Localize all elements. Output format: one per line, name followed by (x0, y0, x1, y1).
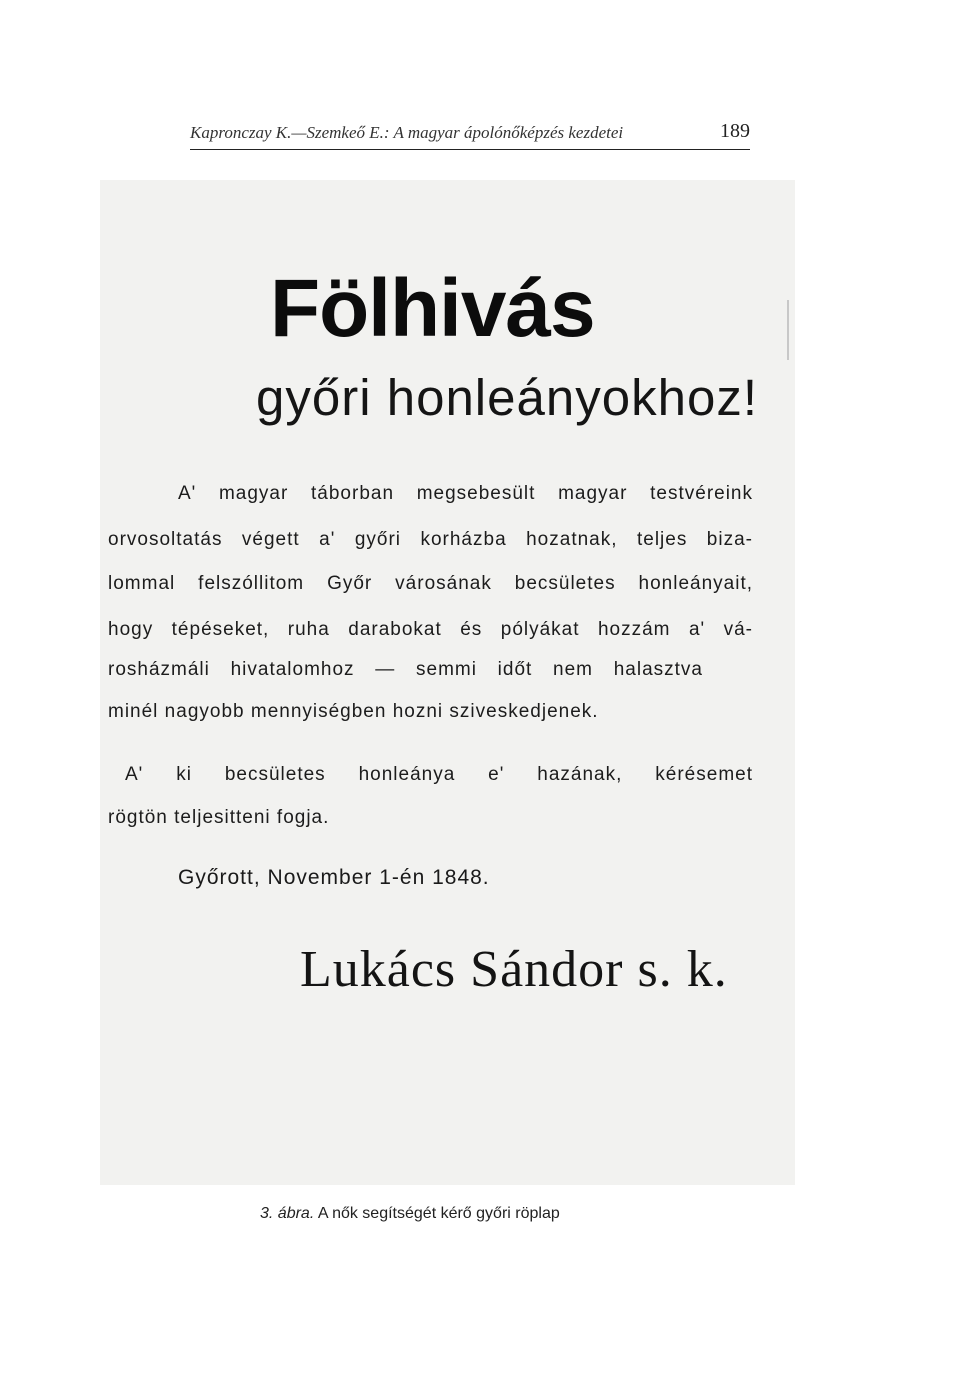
leaflet-body-line: A' ki becsületes honleánya e' hazának, kérésemet (125, 764, 753, 785)
page-number: 189 (720, 120, 750, 142)
leaflet-dateline: Győrott, November 1-én 1848. (178, 866, 490, 889)
leaflet-body-line: hogy tépéseket, ruha darabokat és pólyákat hozzám a' vá- (108, 619, 753, 640)
scan-smudge (787, 300, 789, 360)
leaflet-body-line: lommal felszóllitom Győr városának becsületes honleányait, (108, 573, 753, 594)
leaflet-body-line: minél nagyobb mennyiségben hozni sziveskedjenek. (108, 701, 599, 722)
figure-label: 3. ábra. (260, 1205, 315, 1222)
running-head (190, 120, 750, 150)
leaflet-subheadline: győri honleányokhoz! (256, 369, 758, 426)
leaflet-signature: Lukács Sándor s. k. (300, 941, 728, 998)
leaflet-body-line: A' magyar táborban megsebesült magyar testvéreink (178, 483, 753, 504)
figure-caption (260, 1205, 680, 1223)
figure-caption-text: A nők segítségét kérő győri röplap (317, 1205, 560, 1222)
leaflet-body-line: rosházmáli hivatalomhoz — semmi időt nem halasztva (108, 659, 703, 680)
leaflet-body-line: orvosoltatás végett a' győri korházba hozatnak, teljes biza- (108, 529, 753, 550)
running-title: Kapronczay K.—Szemkeő E.: A magyar ápolónőképzés kezdetei (190, 123, 624, 142)
leaflet-body-line: rögtön teljesitteni fogja. (108, 807, 330, 828)
leaflet-headline: Fölhivás (270, 263, 595, 354)
